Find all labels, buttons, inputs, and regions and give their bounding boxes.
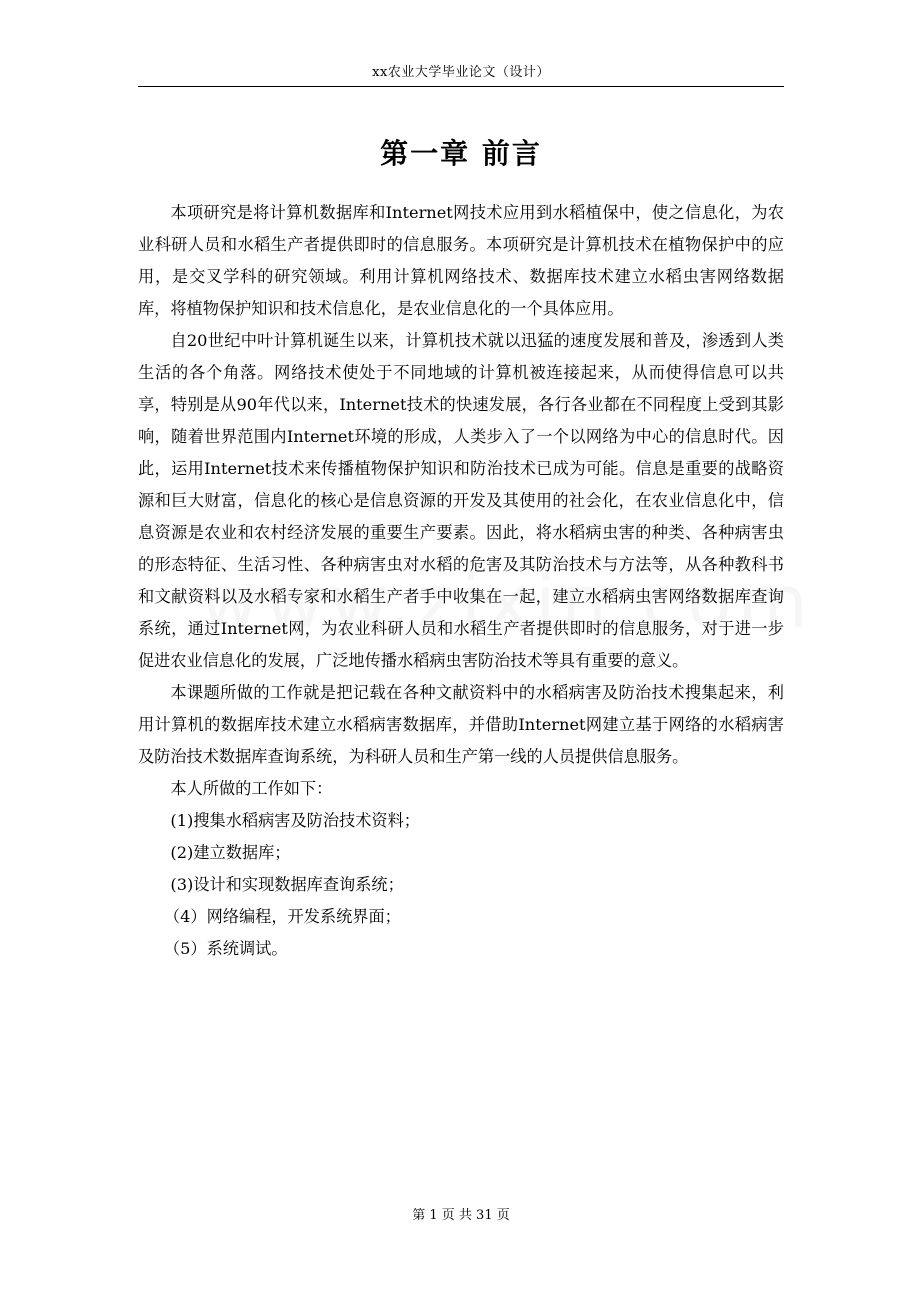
task-item: （4）网络编程，开发系统界面； [163, 907, 401, 926]
running-header: xx农业大学毕业论文（设计） [372, 65, 550, 80]
task-item: (3)设计和实现数据库查询系统； [170, 875, 404, 894]
chapter-title: 第一章 前言 [380, 137, 542, 170]
task-item: (2)建立数据库； [170, 843, 291, 862]
header-rule [138, 86, 784, 87]
body-text [138, 197, 784, 965]
paragraph-background: 自20世纪中叶计算机诞生以来，计算机技术就以迅猛的速度发展和普及，渗透到人类生活的各个角落。网络技术使处于不同地域的计算机被连接起来，从而使得信息可以共享，特别是从90年代以来，Internet技术的快速发展，各行各业都在不同程度上受到其影响，随着世界范围内Internet环境的形成，人类步入了一个以网络为中心的信息时代。因此，运用Internet技术来传播植物保护知识和防治技术已成为可能。信息是重要的战略资源和巨大财富，信息化的核心是信息资源的开发及其使用的社会化，在农业信息化中，信息资源是农业和农村经济发展的重要生产要素。因此，将水稻病虫害的种类、各种病害虫的形态特征、生活习性、各种病害虫对水稻的危害及其防治技术与方法等，从各种教科书和文献资料以及水稻专家和水稻生产者手中收集在一起，建立水稻病虫害网络数据库查询系统，通过Internet网，为农业科研人员和水稻生产者提供即时的信息服务，对于进一步促进农业信息化的发展，广泛地传播水稻病虫害防治技术等具有重要的意义。 [138, 331, 784, 670]
paragraph-intro: 本项研究是将计算机数据库和Internet网技术应用到水稻植保中，使之信息化，为农业科研人员和水稻生产者提供即时的信息服务。本项研究是计算机技术在植物保护中的应用，是交叉学科的研究领域。利用计算机网络技术、数据库技术建立水稻虫害网络数据库，将植物保护知识和技术信息化，是农业信息化的一个具体应用。 [138, 203, 784, 318]
page-number-footer: 第 1 页 共 31 页 [412, 1208, 510, 1223]
paragraph-work-lead: 本人所做的工作如下： [170, 779, 333, 798]
task-item: （5）系统调试。 [163, 939, 288, 958]
paragraph-scope: 本课题所做的工作就是把记载在各种文献资料中的水稻病害及防治技术搜集起来，利用计算机的数据库技术建立水稻病害数据库，并借助Internet网建立基于网络的水稻病害及防治技术数据库查询系统，为科研人员和生产第一线的人员提供信息服务。 [138, 683, 784, 766]
task-item: (1)搜集水稻病害及防治技术资料； [170, 811, 420, 830]
